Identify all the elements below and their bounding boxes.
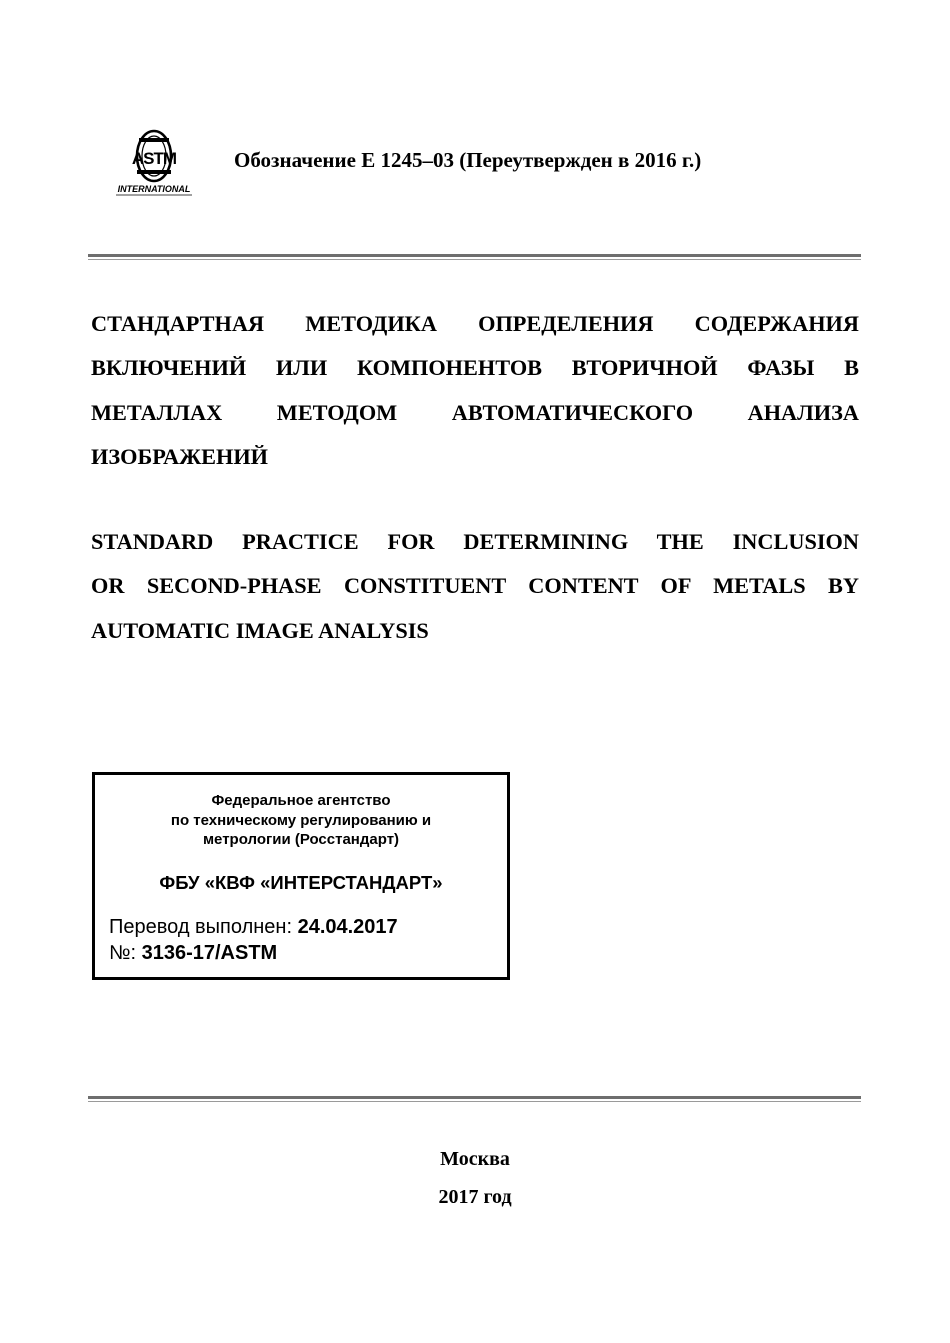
number-label: №:: [109, 942, 137, 964]
logo-subtext: INTERNATIONAL: [117, 184, 191, 194]
astm-international-logo: [112, 128, 196, 198]
agency-name: [95, 791, 507, 850]
translation-number: 3136-17/ASTM: [141, 942, 278, 964]
header-divider: [88, 254, 861, 260]
translation-number-line: [109, 942, 277, 965]
agency-line: метрологии (Росстандарт): [202, 831, 400, 848]
publication-city: Москва: [440, 1148, 510, 1170]
title-ru-line: МЕТАЛЛАХ МЕТОДОМ АВТОМАТИЧЕСКОГО АНАЛИЗА: [91, 399, 859, 425]
title-ru-line: ИЗОБРАЖЕНИЙ: [91, 443, 269, 469]
translation-date: 24.04.2017: [297, 916, 398, 938]
agency-line: Федеральное агентство: [211, 792, 391, 809]
standard-designation: Обозначение E 1245–03 (Переутвержден в 2016 г.): [234, 148, 702, 172]
logo-text: ASTM: [131, 149, 177, 168]
translation-label: Перевод выполнен:: [109, 916, 293, 938]
title-russian: [91, 302, 859, 479]
title-ru-line: СТАНДАРТНАЯ МЕТОДИКА ОПРЕДЕЛЕНИЯ СОДЕРЖАНИЯ: [91, 311, 859, 336]
title-en-line: STANDARD PRACTICE FOR DETERMINING THE INCLUSION: [91, 529, 859, 554]
title-ru-line: ВКЛЮЧЕНИЙ ИЛИ КОМПОНЕНТОВ ВТОРИЧНОЙ ФАЗЫ В: [91, 355, 859, 381]
organization-name: ФБУ «КВФ «ИНТЕРСТАНДАРТ»: [159, 872, 443, 893]
publication-year: 2017 год: [438, 1186, 512, 1208]
translation-stamp: [92, 772, 510, 980]
translation-date-line: [109, 916, 398, 939]
title-en-line: AUTOMATIC IMAGE ANALYSIS: [91, 617, 429, 643]
agency-line: по техническому регулированию и: [170, 811, 432, 829]
footer-divider: [88, 1096, 861, 1102]
title-english: [91, 520, 859, 653]
title-en-line: OR SECOND-PHASE CONSTITUENT CONTENT OF METALS BY: [91, 573, 859, 599]
